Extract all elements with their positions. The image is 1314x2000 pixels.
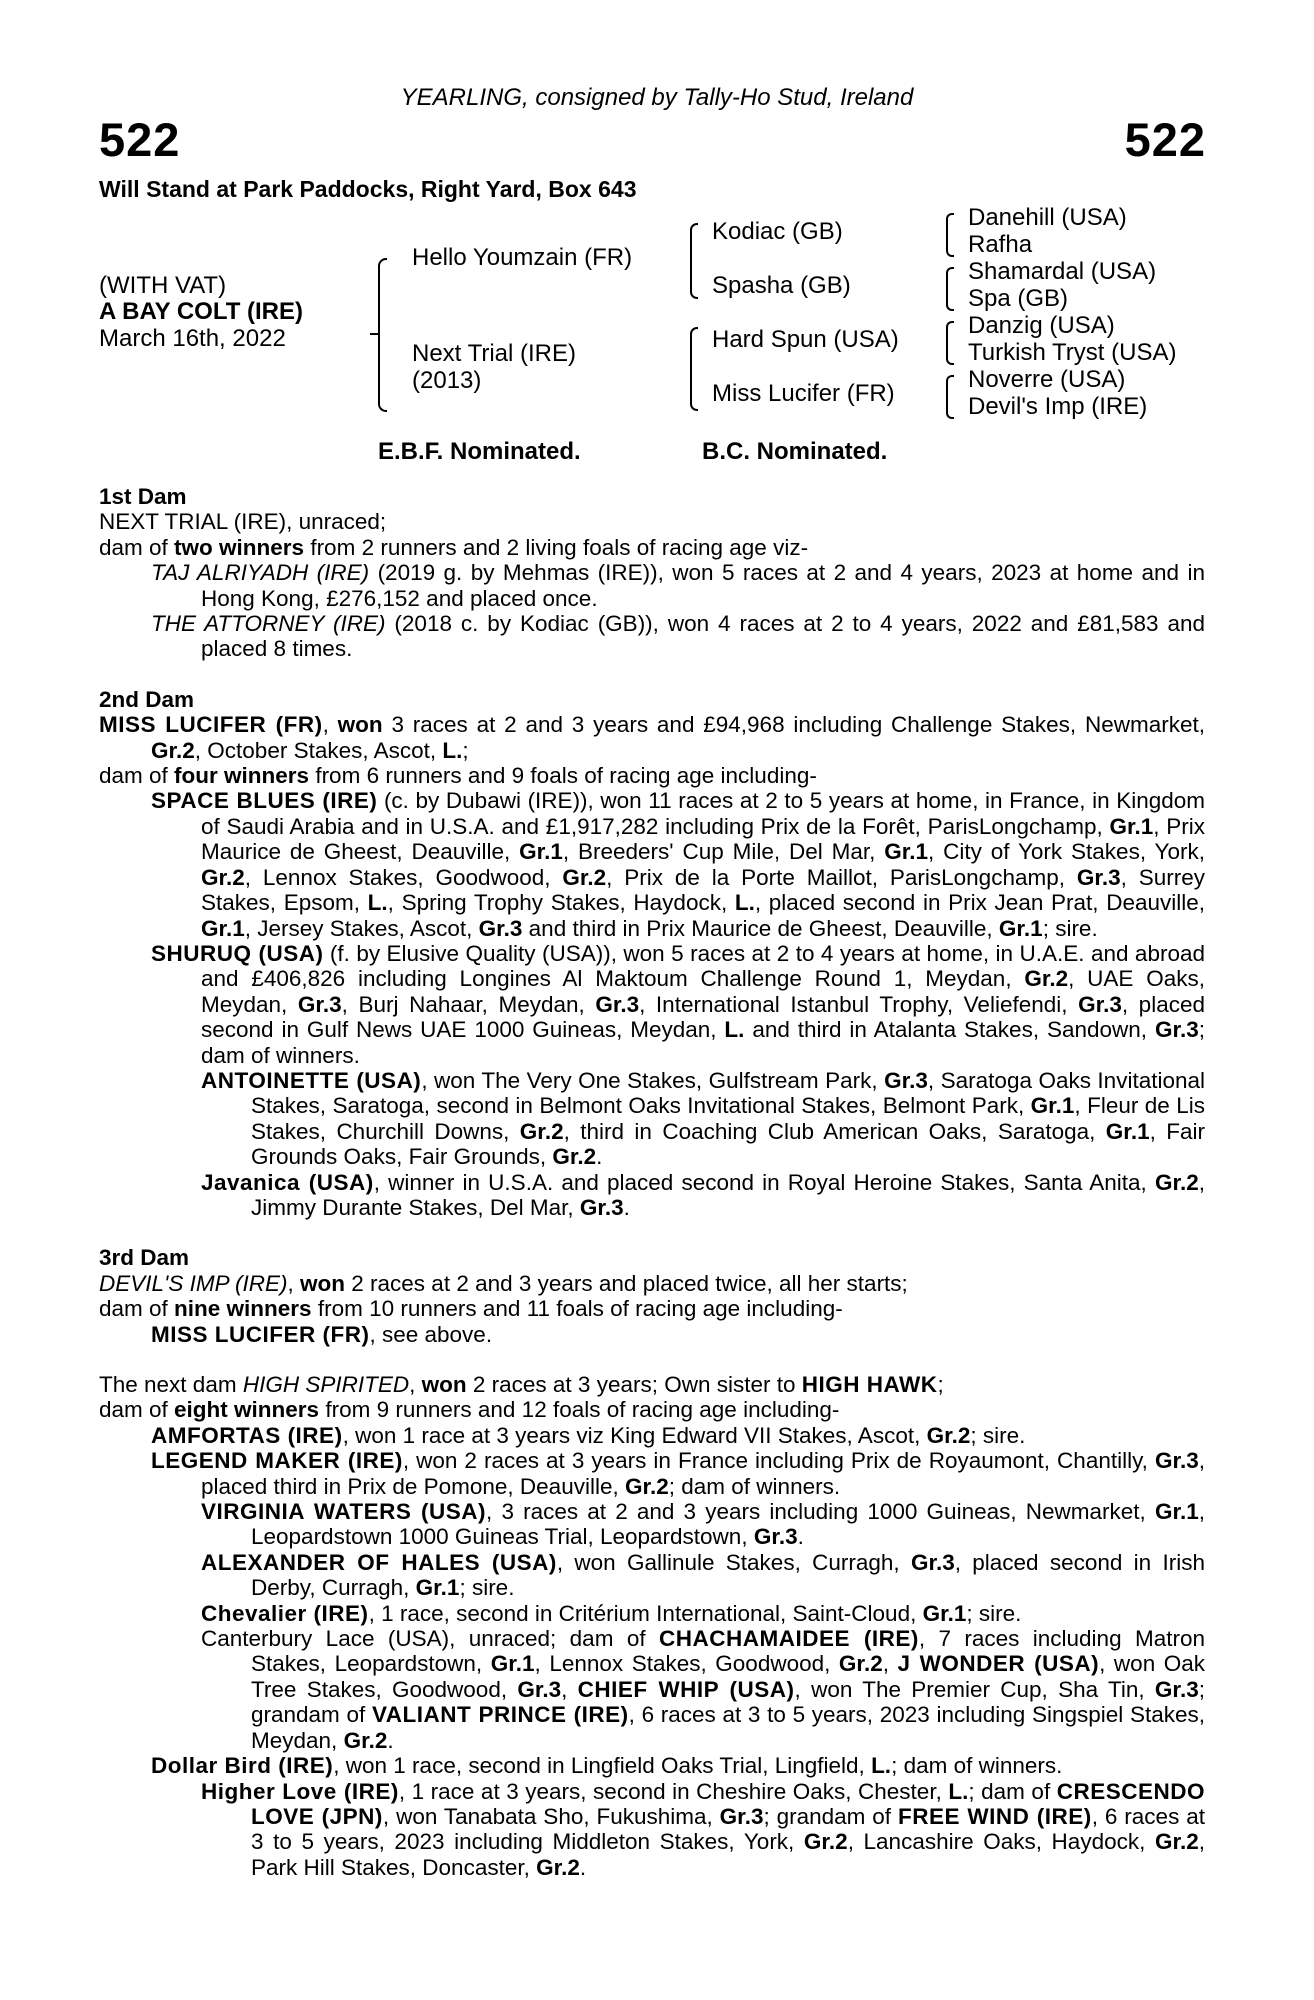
third-dam-line: DEVIL'S IMP (IRE), won 2 races at 2 and 3 years and placed twice, all her starts; (99, 1270, 908, 1296)
brace-sd (946, 267, 954, 311)
sire-dam: Spasha (GB) (712, 272, 851, 299)
progeny-alexander-of-hales: ALEXANDER OF HALES (USA), won Gallinule Stakes, Curragh, Gr.3, placed second in Irish Derby, Curragh, Gr.1; sire. (201, 1549, 1205, 1601)
dds: Noverre (USA) (968, 366, 1126, 393)
progeny-chevalier: Chevalier (IRE), 1 race, second in Critérium International, Saint-Cloud, Gr.1; sire. (201, 1600, 1022, 1626)
horse-name: A BAY COLT (IRE) (99, 298, 304, 325)
ddd: Devil's Imp (IRE) (968, 393, 1148, 420)
catalogue-body (99, 484, 1205, 1880)
third-dam-summary: dam of nine winners from 10 runners and 11 foals of racing age including- (99, 1296, 843, 1322)
progeny-dollar-bird: Dollar Bird (IRE), won 1 race, second in Lingfield Oaks Trial, Lingfield, L.; dam of winners. (151, 1753, 1063, 1779)
brace-dam (690, 327, 698, 411)
ssd: Rafha (968, 231, 1033, 258)
brace-ds (946, 321, 954, 365)
progeny-taj-alriyadh: TAJ ALRIYADH (IRE) (2019 g. by Mehmas (IRE)), won 5 races at 2 and 4 years, 2023 at home and in Hong Kong, £276,152 and placed once. (151, 560, 1205, 611)
third-dam-heading: 3rd Dam (99, 1245, 190, 1271)
lot-number-right: 522 (1124, 113, 1206, 166)
first-dam-line: NEXT TRIAL (IRE), unraced; (99, 509, 387, 535)
progeny-the-attorney: THE ATTORNEY (IRE) (2018 c. by Kodiac (GB)), won 4 races at 2 to 4 years, 2022 and £81,583 and placed 8 times. (151, 611, 1206, 662)
vat-label: (WITH VAT) (99, 272, 227, 299)
dsd: Turkish Tryst (USA) (968, 339, 1177, 366)
progeny-space-blues: SPACE BLUES (IRE) (c. by Dubawi (IRE)), won 11 races at 2 to 5 years at home, in France, in Kingdom of Saudi Arabia and in U.S.A. and £1,917,282 including Prix de la Forêt, ParisLongchamp, Gr.1, Prix Maurice de Gheest, Deauville, Gr.1, Breeders' Cup Mile, Del Mar, Gr.1, City of York Stakes, York, Gr.2, Lennox Stakes, Goodwood, Gr.2, Prix de la Porte Maillot, ParisLongchamp, Gr.3, Surrey Stakes, Epsom, L., Spring Trophy Stakes, Haydock, L., placed second in Prix Jean Prat, Deauville, Gr.1, Jersey Stakes, Ascot, Gr.3 and third in Prix Maurice de Gheest, Deauville, Gr.1; sire. (151, 788, 1205, 941)
second-dam-heading: 2nd Dam (99, 686, 195, 712)
sire: Hello Youmzain (FR) (412, 244, 633, 271)
progeny-amfortas: AMFORTAS (IRE), won 1 race at 3 years viz King Edward VII Stakes, Ascot, Gr.2; sire. (151, 1422, 1026, 1448)
first-dam-summary: dam of two winners from 2 runners and 2 living foals of racing age viz- (99, 534, 809, 560)
brace-main-tick (370, 333, 378, 335)
sire-sire: Kodiac (GB) (712, 218, 843, 245)
stand-location: Will Stand at Park Paddocks, Right Yard, Box 643 (99, 176, 637, 202)
progeny-legend-maker: LEGEND MAKER (IRE), won 2 races at 3 years in France including Prix de Royaumont, Chantilly, Gr.3, placed third in Prix de Pomone, Deauville, Gr.2; dam of winners. (151, 1448, 1206, 1499)
ebf-nominated: E.B.F. Nominated. (378, 438, 581, 465)
dam-dam: Miss Lucifer (FR) (712, 380, 895, 407)
brace-sire (690, 223, 698, 299)
progeny-virginia-waters: VIRGINIA WATERS (USA), 3 races at 2 and 3 years including 1000 Guineas, Newmarket, Gr.1, Leopardstown 1000 Guineas Trial, Leopardstown, Gr.3. (201, 1499, 1205, 1550)
progeny-javanica: Javanica (USA), winner in U.S.A. and placed second in Royal Heroine Stakes, Santa Anita, Gr.2, Jimmy Durante Stakes, Del Mar, Gr.3. (201, 1169, 1205, 1220)
dam: Next Trial (IRE) (412, 340, 577, 367)
next-dam-line: The next dam HIGH SPIRITED, won 2 races at 3 years; Own sister to HIGH HAWK; (99, 1372, 944, 1397)
consignment-line: YEARLING, consigned by Tally-Ho Stud, Ireland (400, 84, 914, 111)
sss: Danehill (USA) (968, 204, 1127, 231)
progeny-miss-lucifer: MISS LUCIFER (FR), see above. (151, 1321, 493, 1347)
progeny-higher-love: Higher Love (IRE), 1 race at 3 years, second in Cheshire Oaks, Chester, L.; dam of CRESCENDO LOVE (JPN), won Tanabata Sho, Fukushima, Gr.3; grandam of FREE WIND (IRE), 6 races at 3 to 5 years, 2023 including Middleton Stakes, York, Gr.2, Lancashire Oaks, Haydock, Gr.2, Park Hill Stakes, Doncaster, Gr.2. (201, 1778, 1205, 1880)
next-dam-summary: dam of eight winners from 9 runners and 12 foals of racing age including- (99, 1397, 840, 1423)
progeny-shuruq: SHURUQ (USA) (f. by Elusive Quality (USA)), won 5 races at 2 to 4 years at home, in U.A.E. and abroad and £406,826 including Longines Al Maktoum Challenge Round 1, Meydan, Gr.2, UAE Oaks, Meydan, Gr.3, Burj Nahaar, Meydan, Gr.3, International Istanbul Trophy, Veliefendi, Gr.3, placed second in Gulf News UAE 1000 Guineas, Meydan, L. and third in Atalanta Stakes, Sandown, Gr.3; dam of winners. (151, 940, 1205, 1068)
brace-main (378, 258, 387, 412)
dam-year: (2013) (412, 367, 482, 394)
first-dam-heading: 1st Dam (99, 484, 187, 509)
sdd: Spa (GB) (968, 285, 1069, 312)
dam-sire: Hard Spun (USA) (712, 326, 899, 353)
sds: Shamardal (USA) (968, 258, 1157, 285)
bc-nominated: B.C. Nominated. (702, 438, 888, 465)
second-dam-summary: dam of four winners from 6 runners and 9 foals of racing age including- (99, 763, 817, 789)
progeny-canterbury-lace: Canterbury Lace (USA), unraced; dam of CHACHAMAIDEE (IRE), 7 races including Matron Stakes, Leopardstown, Gr.1, Lennox Stakes, Goodwood, Gr.2, J WONDER (USA), won Oak Tree Stakes, Goodwood, Gr.3, CHIEF WHIP (USA), won The Premier Cup, Sha Tin, Gr.3; grandam of VALIANT PRINCE (IRE), 6 races at 3 to 5 years, 2023 including Singspiel Stakes, Meydan, Gr.2. (201, 1626, 1206, 1753)
dss: Danzig (USA) (968, 312, 1115, 339)
progeny-antoinette: ANTOINETTE (USA), won The Very One Stakes, Gulfstream Park, Gr.3, Saratoga Oaks Invitational Stakes, Saratoga, second in Belmont Oaks Invitational Stakes, Belmont Park, Gr.1, Fleur de Lis Stakes, Churchill Downs, Gr.2, third in Coaching Club American Oaks, Saratoga, Gr.1, Fair Grounds Oaks, Fair Grounds, Gr.2. (201, 1067, 1205, 1170)
foaling-date: March 16th, 2022 (99, 325, 286, 352)
second-dam-line: MISS LUCIFER (FR), won 3 races at 2 and 3 years and £94,968 including Challenge Stakes, Newmarket, Gr.2, October Stakes, Ascot, L.; (99, 712, 1205, 763)
brace-ss (946, 213, 954, 257)
brace-dd (946, 375, 954, 419)
lot-number-left: 522 (99, 113, 181, 166)
